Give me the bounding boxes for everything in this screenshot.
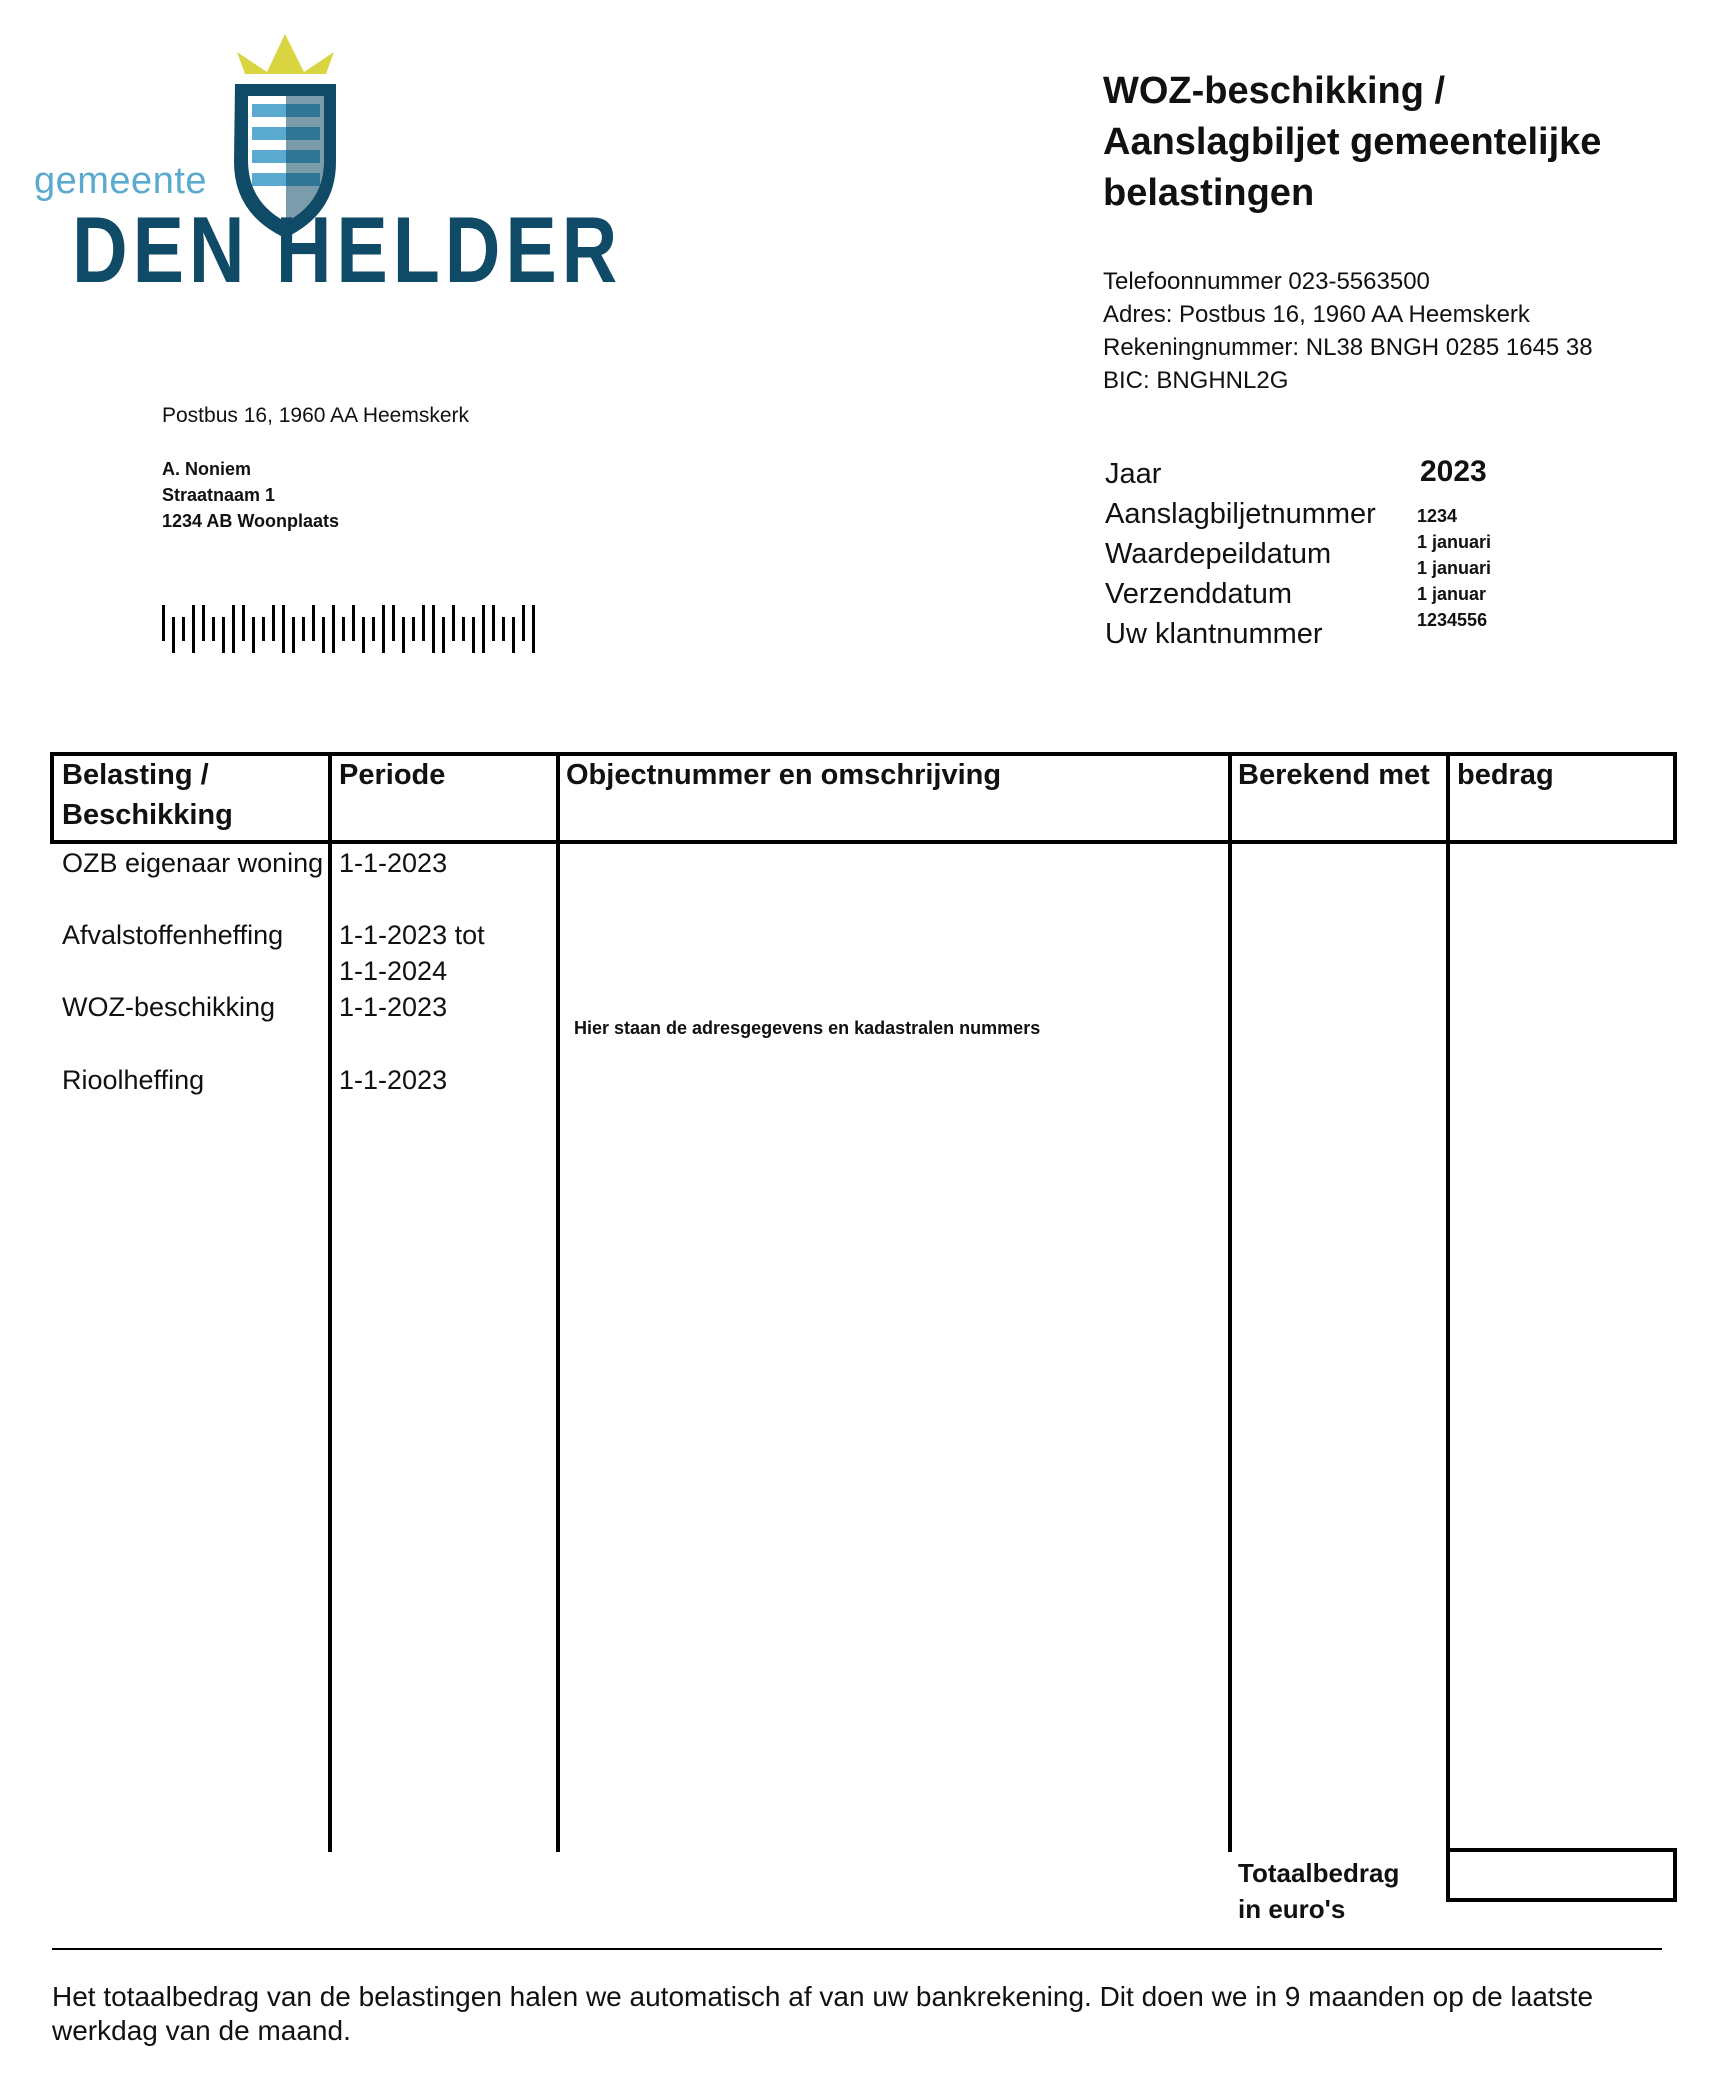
object-description: Hier staan de adresgegevens en kadastralen nummers — [574, 1018, 1041, 1038]
contact-block — [1103, 265, 1593, 397]
row-belasting: Rioolheffing — [62, 1065, 205, 1095]
column-divider — [328, 752, 332, 1852]
barcode-bar — [472, 617, 475, 653]
recipient-street: Straatnaam 1 — [162, 485, 276, 505]
barcode-bar — [172, 617, 175, 653]
recipient-address — [162, 456, 339, 534]
header-berekend: Berekend met — [1238, 759, 1430, 791]
barcode-bar — [392, 605, 395, 641]
row-belasting: WOZ-beschikking — [62, 992, 276, 1022]
meta-label-send-date: Verzenddatum — [1105, 578, 1293, 610]
crown-icon — [237, 34, 334, 74]
barcode-bar — [412, 617, 415, 641]
barcode-bar — [192, 605, 195, 653]
barcode-bar — [222, 617, 225, 653]
title-line: WOZ-beschikking / — [1103, 70, 1446, 112]
logo-prefix: gemeente — [34, 160, 208, 202]
meta-customer-number: 1234556 — [1417, 610, 1488, 630]
recipient-name: A. Noniem — [162, 459, 252, 479]
meta-send-date: 1 januar — [1417, 584, 1487, 604]
column-divider — [1446, 752, 1450, 1902]
contact-phone: Telefoonnummer 023-5563500 — [1103, 268, 1430, 295]
barcode-bar — [162, 605, 165, 641]
barcode-bar — [362, 617, 365, 653]
barcode-bar — [452, 605, 455, 641]
barcode-bar — [252, 617, 255, 653]
footer-divider — [52, 1948, 1662, 1950]
title-line: Aanslagbiljet gemeentelijke — [1103, 121, 1602, 163]
barcode-bar — [402, 617, 405, 653]
barcode-bar — [272, 605, 275, 641]
header-belasting-line: Beschikking — [62, 799, 233, 831]
sender-address: Postbus 16, 1960 AA Heemskerk — [162, 404, 470, 427]
header-bedrag: bedrag — [1457, 759, 1554, 791]
total-label-line: Totaalbedrag — [1238, 1858, 1400, 1888]
meta-assessment-number: 1234 — [1417, 506, 1458, 526]
row-periode: 1-1-2024 — [339, 956, 448, 986]
barcode-bar — [372, 617, 375, 641]
table-left-border — [50, 752, 54, 844]
barcode-bar — [492, 605, 495, 641]
total-label — [1238, 1855, 1399, 1927]
barcode-bar — [302, 617, 305, 641]
total-box-right — [1673, 1848, 1677, 1902]
barcode-bar — [212, 617, 215, 641]
barcode-bar — [342, 617, 345, 641]
barcode-bar — [422, 605, 425, 641]
meta-label-customer-number: Uw klantnummer — [1105, 618, 1323, 650]
contact-account: Rekeningnummer: NL38 BNGH 0285 1645 38 — [1103, 334, 1593, 361]
barcode-bar — [242, 605, 245, 641]
column-divider — [556, 752, 560, 1852]
header-belasting — [62, 755, 233, 835]
total-box-top — [1446, 1848, 1677, 1852]
barcode-bar — [232, 605, 235, 653]
row-belasting: OZB eigenaar woning — [62, 848, 324, 878]
barcode-bar — [182, 617, 185, 641]
total-box-bottom — [1446, 1898, 1677, 1902]
barcode-bar — [292, 617, 295, 653]
row-periode: 1-1-2023 tot — [339, 920, 485, 950]
row-periode: 1-1-2023 — [339, 1065, 448, 1095]
barcode-bar — [202, 605, 205, 641]
barcode-bar — [382, 605, 385, 653]
postal-barcode — [160, 605, 545, 653]
barcode-bar — [322, 617, 325, 653]
footer-note: Het totaalbedrag van de belastingen halen we automatisch af van uw bankrekening. Dit doen we in 9 maanden op de laatste werkdag van de maand. — [52, 1981, 1594, 2046]
meta-year-value: 2023 — [1420, 455, 1487, 488]
logo-name: DEN HELDER — [72, 197, 623, 302]
contact-bic: BIC: BNGHNL2G — [1103, 367, 1289, 394]
document-title — [1103, 66, 1663, 219]
meta-valuation-date-2: 1 januari — [1417, 558, 1492, 578]
column-divider — [1228, 752, 1232, 1852]
barcode-bar — [312, 605, 315, 641]
barcode-bar — [522, 605, 525, 641]
header-belasting-line: Belasting / — [62, 759, 209, 791]
table-header-border — [50, 840, 1676, 844]
row-periode: 1-1-2023 — [339, 848, 448, 878]
meta-label-assessment-number: Aanslagbiljetnummer — [1105, 498, 1376, 530]
header-periode: Periode — [339, 759, 446, 791]
barcode-bar — [502, 617, 505, 641]
row-periode: 1-1-2023 — [339, 992, 448, 1022]
barcode-bar — [352, 605, 355, 641]
barcode-bar — [482, 605, 485, 653]
barcode-bar — [282, 605, 285, 653]
meta-labels — [1105, 454, 1376, 654]
barcode-bar — [532, 605, 535, 653]
title-line: belastingen — [1103, 172, 1315, 214]
barcode-bar — [462, 617, 465, 641]
header-object: Objectnummer en omschrijving — [566, 759, 1002, 791]
barcode-bar — [512, 617, 515, 653]
total-label-line: in euro's — [1238, 1894, 1346, 1924]
barcode-bar — [432, 605, 435, 653]
barcode-bar — [262, 617, 265, 641]
row-belasting: Afvalstoffenheffing — [62, 920, 284, 950]
table-right-border — [1673, 752, 1677, 844]
barcode-bar — [332, 605, 335, 653]
meta-label-valuation-date: Waardepeildatum — [1105, 538, 1332, 570]
meta-valuation-date: 1 januari — [1417, 532, 1492, 552]
barcode-bar — [442, 617, 445, 653]
contact-address: Adres: Postbus 16, 1960 AA Heemskerk — [1103, 301, 1530, 328]
recipient-city: 1234 AB Woonplaats — [162, 511, 340, 531]
meta-label-year: Jaar — [1105, 458, 1162, 490]
